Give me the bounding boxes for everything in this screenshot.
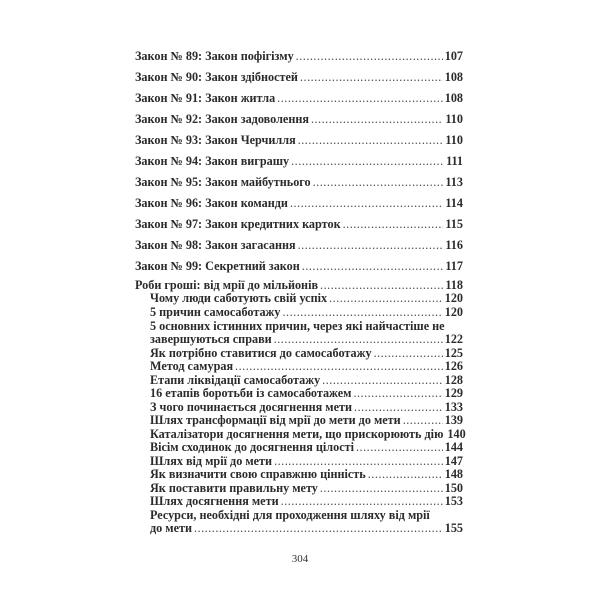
dot-leader [353, 386, 442, 400]
toc-entry-title: Метод самурая [150, 359, 234, 374]
toc-entry[interactable] [135, 91, 463, 105]
toc-entry-title: 5 причин самосаботажу [150, 305, 281, 319]
dot-leader [320, 278, 443, 292]
toc-entry-page: 150 [444, 480, 463, 495]
toc-entry-title: Як визначити свою справжню цінність [150, 467, 366, 482]
dot-leader [313, 175, 444, 189]
toc-entry[interactable] [150, 332, 463, 346]
dot-leader [281, 494, 443, 508]
dot-leader [298, 133, 444, 147]
toc-entry-page: 110 [445, 112, 463, 126]
dot-leader [302, 259, 444, 273]
toc-entry[interactable] [150, 467, 463, 481]
toc-entry[interactable] [150, 454, 463, 468]
dot-leader [368, 467, 443, 481]
toc-entry-page: 144 [444, 440, 463, 455]
toc-entry[interactable] [135, 133, 463, 147]
dot-leader [283, 305, 443, 319]
toc-entry-title: Шлях досягнення мети [150, 494, 279, 509]
toc-entry[interactable] [150, 440, 463, 454]
toc-entry-page: 120 [444, 305, 463, 319]
dot-leader [356, 440, 443, 454]
toc-entry-title: Вісім сходинок до досягнення цілості [150, 440, 354, 455]
dot-leader [274, 454, 443, 468]
dot-leader [277, 91, 443, 105]
toc-entry[interactable] [150, 359, 463, 373]
toc-entry-title: Закон № 91: Закон житла [135, 91, 276, 105]
toc-entry-page: 107 [444, 49, 463, 63]
toc-entry[interactable] [150, 413, 463, 427]
toc-entry-title: до мети [150, 521, 193, 536]
toc-entry[interactable] [135, 238, 463, 252]
toc-entry[interactable] [135, 278, 463, 292]
toc-entry[interactable] [150, 291, 463, 305]
dot-leader [403, 413, 443, 427]
dot-leader [194, 521, 443, 535]
toc-entry-page: 116 [445, 238, 463, 252]
toc-entry-page: 120 [444, 291, 463, 305]
toc-entry[interactable] [135, 49, 463, 63]
toc-entry-page: 118 [445, 278, 463, 292]
toc-entry-title: З чого починається досягнення мети [150, 399, 353, 414]
toc-entry-title: Закон № 90: Закон здібностей [135, 70, 298, 84]
toc-entry-page: 125 [444, 345, 463, 360]
toc-entry-page: 148 [444, 467, 463, 482]
toc-entry-page: 111 [446, 154, 463, 168]
toc-entry-page: 126 [444, 359, 463, 374]
dot-leader [290, 196, 443, 210]
toc-entry-page: 110 [445, 133, 463, 147]
dot-leader [374, 346, 443, 360]
toc-entry-page: 122 [444, 332, 463, 347]
toc-entry-title: Закон № 93: Закон Черчилля [135, 133, 296, 147]
toc-entry-page: 113 [445, 175, 463, 189]
toc-entry-title: Етапи ліквідації самосаботажу [150, 372, 321, 387]
dot-leader [300, 70, 443, 84]
toc-entry-page: 153 [444, 494, 463, 509]
toc-entry-page: 114 [445, 196, 463, 210]
dot-leader [354, 400, 443, 414]
page-number: 304 [291, 553, 309, 565]
toc-entry-title: Закон № 92: Закон задоволення [135, 112, 309, 126]
toc-entry-title: Як потрібно ставитися до самосаботажу [150, 345, 372, 360]
toc-entry[interactable] [135, 70, 463, 84]
dot-leader [343, 217, 444, 231]
dot-leader [320, 481, 443, 495]
toc-entry[interactable] [150, 373, 463, 387]
toc-entry[interactable] [150, 305, 463, 319]
dot-leader [329, 291, 443, 305]
toc-entry[interactable] [135, 112, 463, 126]
toc-entry[interactable] [150, 386, 463, 400]
dot-leader [298, 238, 444, 252]
toc-entry[interactable] [150, 521, 463, 535]
toc-entry-page: 108 [444, 70, 463, 84]
toc-entry-title: Закон № 97: Закон кредитних карток [135, 217, 341, 231]
toc-entry-title: завершуються справи [150, 332, 272, 347]
toc-entry-page: 155 [444, 521, 463, 536]
toc-entry-first-line: 5 основних істинних причин, через які найчастіше не [150, 318, 445, 333]
toc-entry-title: Закон № 95: Закон майбутнього [135, 175, 311, 189]
toc-entry-title: Закон № 99: Секретний закон [135, 259, 300, 273]
toc-entry-title: Як поставити правильну мету [150, 480, 318, 495]
toc-entry[interactable] [135, 154, 463, 168]
toc-entry[interactable] [150, 481, 463, 495]
dot-leader [274, 332, 443, 346]
dot-leader [311, 112, 443, 126]
toc-entry-title: Каталізатори досягнення мети, що прискорюють дію [150, 426, 444, 441]
toc-entry-page: 140 [447, 426, 466, 441]
toc-entry[interactable] [150, 494, 463, 508]
toc-entry-title: Закон № 89: Закон пофігізму [135, 49, 294, 63]
toc-entry-page: 139 [444, 413, 463, 428]
toc-entry-page: 115 [445, 217, 463, 231]
toc-entry-page: 147 [444, 453, 463, 468]
toc-entry[interactable] [135, 217, 463, 231]
toc-entry[interactable] [150, 426, 466, 441]
dot-leader [291, 154, 444, 168]
toc-entry[interactable] [135, 175, 463, 189]
dot-leader [235, 359, 443, 373]
toc-entry[interactable] [135, 259, 463, 273]
toc-entry-title: Закон № 96: Закон команди [135, 196, 288, 210]
toc-entry-page: 129 [444, 386, 463, 401]
toc-entry-title: 16 етапів боротьби із самосаботажем [150, 386, 352, 401]
toc-entry-title: Чому люди саботують свій успіх [150, 291, 328, 305]
toc-entry-title: Роби гроші: від мрії до мільйонів [135, 278, 319, 292]
toc-entry-first-line: Ресурси, необхідні для проходження шляху від мрії [150, 507, 430, 522]
dot-leader [296, 49, 443, 63]
toc-entry[interactable] [150, 400, 463, 414]
toc-entry-page: 117 [445, 259, 463, 273]
toc-entry-page: 108 [444, 91, 463, 105]
toc-entry-title: Закон № 98: Закон загасання [135, 238, 296, 252]
dot-leader [322, 373, 443, 387]
toc-entry-title: Шлях трансформації від мрії до мети до мети [150, 413, 401, 428]
toc-entry-page: 133 [444, 399, 463, 414]
toc-entry[interactable] [135, 196, 463, 210]
toc-entry-page: 128 [444, 372, 463, 387]
toc-entry[interactable] [150, 346, 463, 360]
toc-entry-title: Закон № 94: Закон виграшу [135, 154, 290, 168]
toc-entry-title: Шлях від мрії до мети [150, 453, 273, 468]
